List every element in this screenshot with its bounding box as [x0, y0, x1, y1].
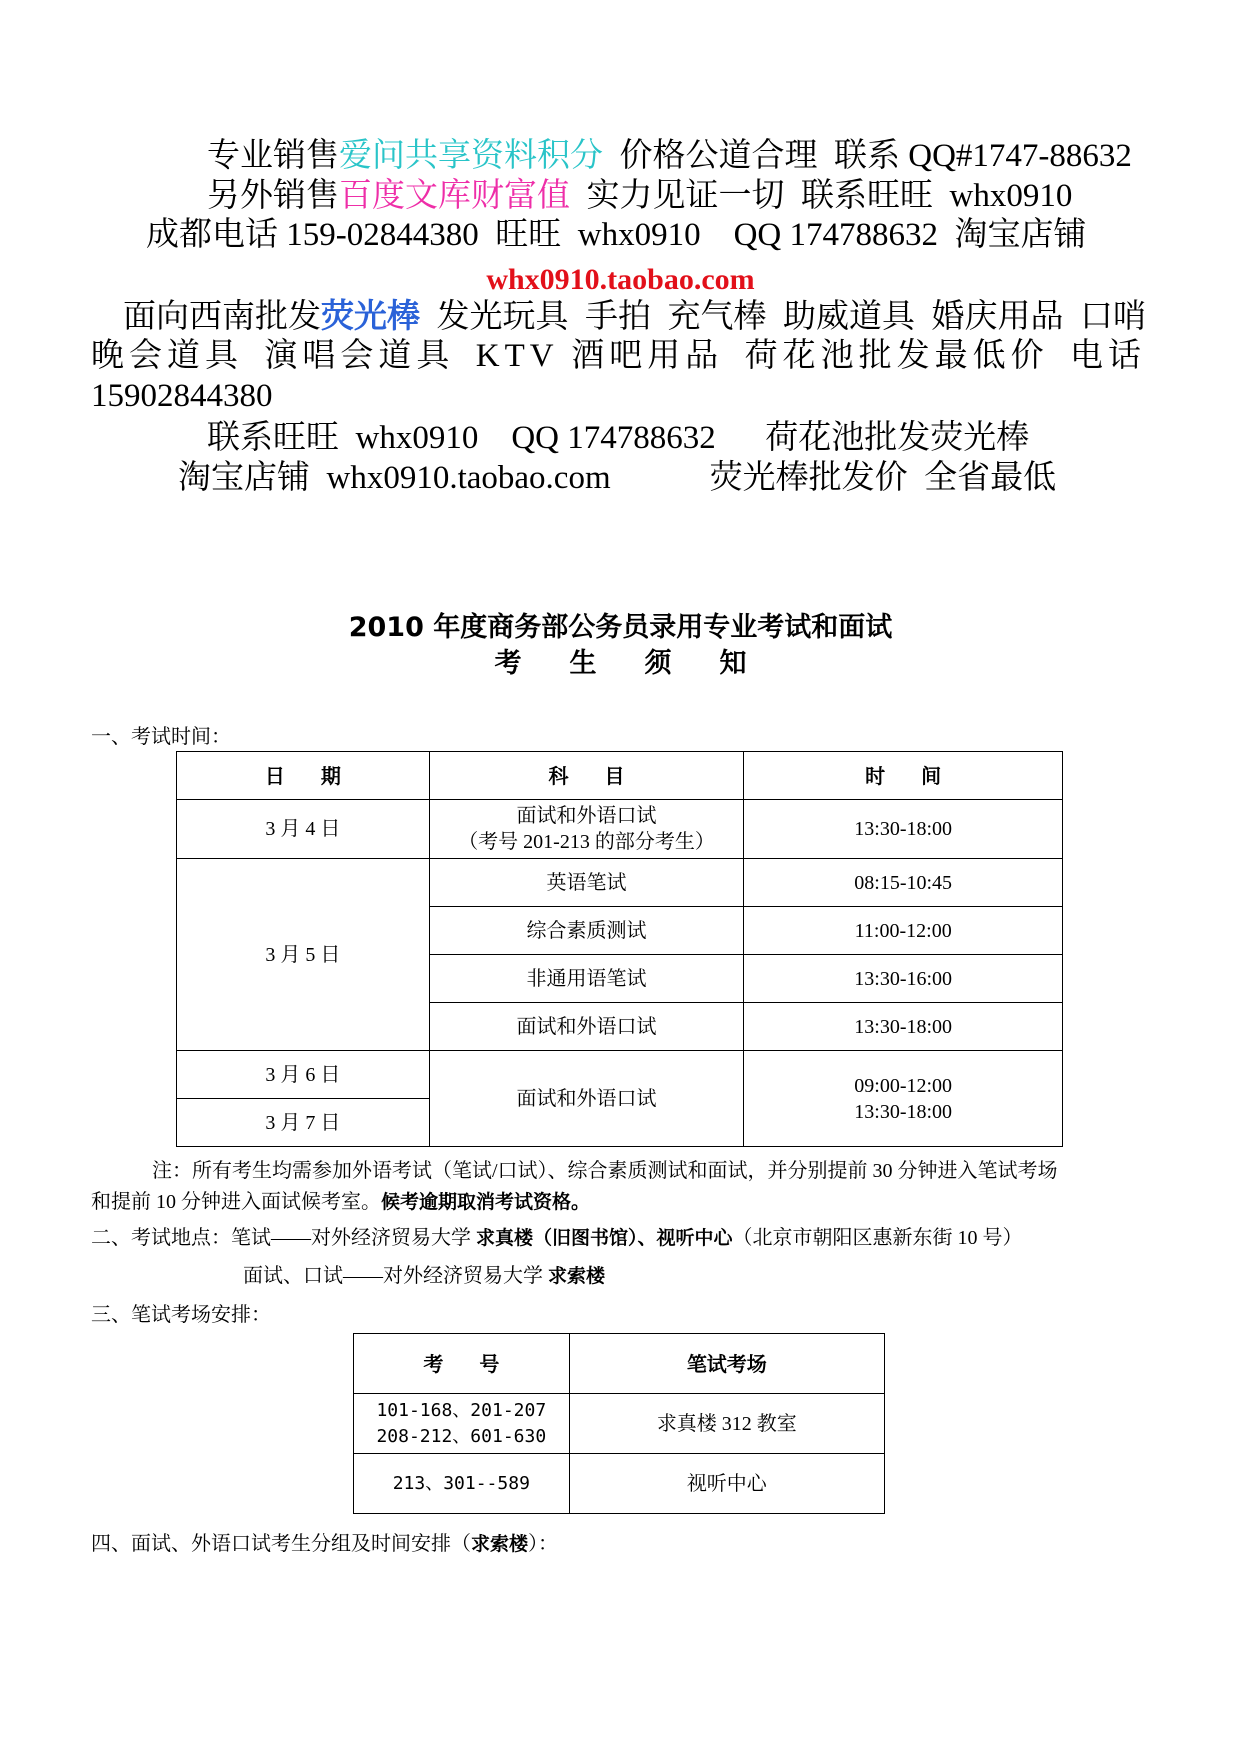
time-cell: 08:15-10:45 [744, 859, 1063, 907]
highlight-text: 荧光棒 [321, 296, 420, 335]
table-row [177, 1051, 1063, 1099]
subject-cell: 综合素质测试 [429, 907, 744, 955]
date-cell: 3 月 4 日 [177, 800, 430, 859]
date-cell: 3 月 6 日 [177, 1051, 430, 1099]
date-cell: 3 月 5 日 [177, 859, 430, 1051]
ad-line-8: 联系旺旺 whx0910 QQ 174788632 荷花池批发荧光棒 [207, 420, 1030, 456]
header-subject: 科 目 [429, 752, 744, 800]
exam-room-table [353, 1333, 885, 1514]
document-title: 2010 年度商务部公务员录用专业考试和面试 [348, 612, 893, 643]
exam-id-cell: 101-168、201-207 208-212、601-630 [354, 1394, 570, 1454]
shop-link[interactable]: whx0910.taobao.com [486, 263, 755, 296]
subject-cell: 面试和外语口试 [429, 1051, 744, 1147]
ad-phone: 15902844380 [91, 378, 273, 414]
section-2-interview: 面试、口试——对外经济贸易大学 求索楼 [243, 1265, 606, 1287]
time-cell: 13:30-18:00 [744, 800, 1063, 859]
date-cell: 3 月 7 日 [177, 1099, 430, 1147]
header-exam-id: 考 号 [354, 1334, 570, 1394]
table-header-row [354, 1334, 885, 1394]
subject-cell: 面试和外语口试 （考号 201-213 的部分考生） [429, 800, 744, 859]
table-header-row [177, 752, 1063, 800]
ad-line-2: 另外销售百度文库财富值 实力见证一切 联系旺旺 whx0910 [207, 175, 1073, 214]
section-4-heading: 四、面试、外语口试考生分组及时间安排（求索楼）： [91, 1533, 559, 1555]
section-3-heading: 三、笔试考场安排： [91, 1304, 271, 1326]
ad-line-6: 晚会道具 演唱会道具 KTV 酒吧用品 荷花池批发最低价 电话 [91, 338, 1146, 374]
subject-cell: 面试和外语口试 [429, 1003, 744, 1051]
ad-line-1: 专业销售爱问共享资料积分 价格公道合理 联系 QQ#1747-88632 [207, 135, 1132, 174]
ad-line-5: 面向西南批发荧光棒 发光玩具 手拍 充气棒 助威道具 婚庆用品 口哨 [123, 296, 1146, 335]
header-exam-room: 笔试考场 [569, 1334, 884, 1394]
exam-room-cell: 求真楼 312 教室 [569, 1394, 884, 1454]
time-cell: 09:00-12:00 13:30-18:00 [744, 1051, 1063, 1147]
note-warning: 候考逾期取消考试资格。 [381, 1191, 591, 1213]
header-time: 时 间 [744, 752, 1063, 800]
highlight-text: 百度文库财富值 [339, 175, 570, 214]
exam-room-cell: 视听中心 [569, 1454, 884, 1514]
header-date: 日 期 [177, 752, 430, 800]
table-row [177, 800, 1063, 859]
document-subtitle: 考 生 须 知 [494, 648, 747, 679]
note-line-1: 注：所有考生均需参加外语考试（笔试/口试）、综合素质测试和面试，并分别提前 30 分钟进入笔试考场 [152, 1160, 1058, 1182]
table-row [354, 1394, 885, 1454]
highlight-text: 爱问共享资料积分 [339, 135, 603, 174]
table-row [177, 859, 1063, 907]
subject-cell: 英语笔试 [429, 859, 744, 907]
time-cell: 13:30-16:00 [744, 955, 1063, 1003]
exam-schedule-table [176, 751, 1063, 1147]
ad-line-3: 成都电话 159-02844380 旺旺 whx0910 QQ 174788632 淘宝店铺 [146, 217, 1087, 253]
note-line-2: 和提前 10 分钟进入面试候考室。候考逾期取消考试资格。 [91, 1191, 591, 1213]
time-cell: 13:30-18:00 [744, 1003, 1063, 1051]
ad-line-9: 淘宝店铺 whx0910.taobao.com 荧光棒批发价 全省最低 [178, 460, 1057, 496]
section-2-written: 二、考试地点：笔试——对外经济贸易大学 求真楼（旧图书馆）、视听中心（北京市朝阳区惠新东街 10 号） [91, 1227, 1023, 1249]
table-row [354, 1454, 885, 1514]
exam-id-cell: 213、301--589 [354, 1454, 570, 1514]
time-cell: 11:00-12:00 [744, 907, 1063, 955]
section-1-heading: 一、考试时间： [91, 726, 231, 748]
subject-cell: 非通用语笔试 [429, 955, 744, 1003]
